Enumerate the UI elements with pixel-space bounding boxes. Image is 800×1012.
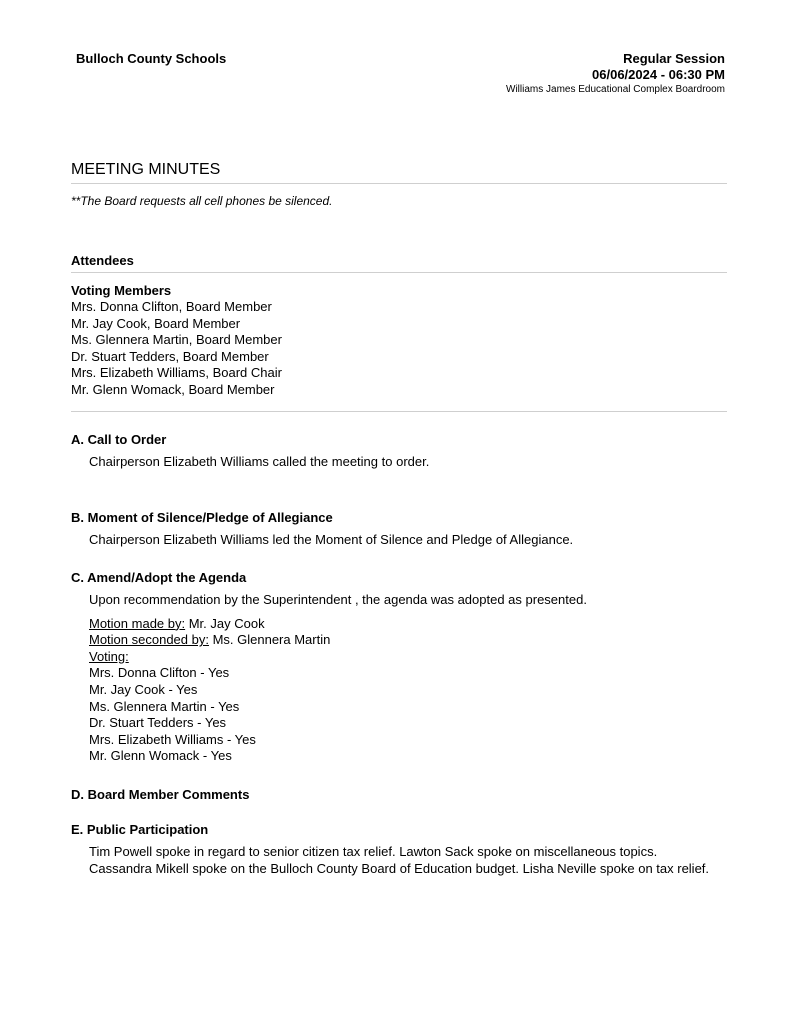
divider [71,411,727,412]
session-info [506,51,725,97]
agenda-item-title: C. Amend/Adopt the Agenda [71,569,247,585]
agenda-item-title: B. Moment of Silence/Pledge of Allegiance [71,509,333,525]
member-item: Mr. Jay Cook, Board Member [71,315,241,331]
member-item: Mr. Glenn Womack, Board Member [71,381,275,397]
agenda-item-title: E. Public Participation [71,821,209,837]
agenda-item-c [71,569,727,765]
member-item: Mrs. Donna Clifton, Board Member [71,299,272,314]
organization-name: Bulloch County Schools [76,51,227,66]
agenda-item-title: D. Board Member Comments [71,786,250,802]
agenda-item-body: Chairperson Elizabeth Williams led the Moment of Silence and Pledge of Allegiance. [89,531,574,547]
voting-members-heading: Voting Members [71,283,172,298]
motion-block [89,616,727,765]
page-title: MEETING MINUTES [71,161,221,178]
agenda-item-body: Tim Powell spoke in regard to senior citizen tax relief. Lawton Sack spoke on miscellaneous topics. Cassandra Mikell spoke on the Bulloch County Board of Education budget. Lisha Neville spoke on tax relief. [89,843,710,876]
voting-label: Voting: [89,648,129,664]
motion-seconded-label: Motion seconded by: [89,632,209,648]
member-item: Ms. Glennera Martin, Board Member [71,332,282,348]
motion-made-label: Motion made by: [89,615,186,631]
agenda-item-a [71,431,727,470]
member-list [71,299,727,399]
motion-seconded-value: Ms. Glennera Martin [208,632,331,648]
vote-item: Mrs. Elizabeth Williams - Yes [89,731,256,747]
session-type: Regular Session [623,51,725,66]
divider [71,183,727,184]
motion-made-line [89,616,727,633]
motion-made-value: Mr. Jay Cook [185,615,265,631]
vote-item: Mr. Glenn Womack - Yes [89,748,232,764]
vote-item: Dr. Stuart Tedders - Yes [89,715,227,731]
motion-seconded-line [89,632,727,649]
member-item: Mrs. Elizabeth Williams, Board Chair [71,365,282,381]
vote-item: Mr. Jay Cook - Yes [89,681,198,697]
agenda-item-body: Chairperson Elizabeth Williams called the meeting to order. [89,453,430,469]
minutes-content [71,158,727,877]
attendees-heading: Attendees [71,253,134,268]
cell-phone-notice: **The Board requests all cell phones be silenced. [71,194,333,208]
session-datetime: 06/06/2024 - 06:30 PM [592,67,725,82]
member-item: Dr. Stuart Tedders, Board Member [71,348,269,364]
agenda-item-b [71,509,727,548]
session-location: Williams James Educational Complex Boardroom [506,84,725,95]
agenda-item-title: A. Call to Order [71,431,167,447]
agenda-item-d [71,786,727,804]
agenda-item-body: Upon recommendation by the Superintendent , the agenda was adopted as presented. [89,591,587,607]
agenda-item-e [71,821,727,877]
vote-item: Ms. Glennera Martin - Yes [89,698,240,714]
divider [71,272,727,273]
vote-item: Mrs. Donna Clifton - Yes [89,665,230,681]
